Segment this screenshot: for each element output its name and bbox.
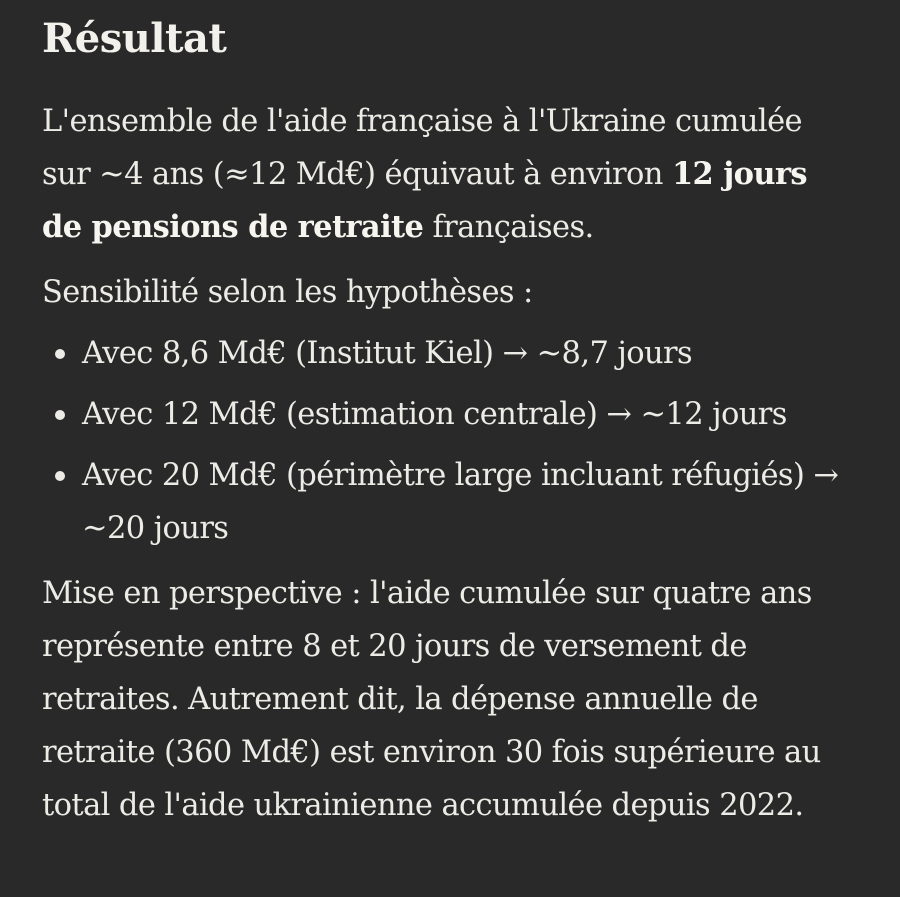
bullet-icon bbox=[55, 471, 65, 481]
intro-paragraph bbox=[42, 95, 856, 254]
list-item bbox=[42, 449, 856, 555]
intro-text-after: françaises. bbox=[423, 210, 594, 245]
perspective-paragraph: Mise en perspective : l'aide cumulée sur quatre ans représente entre 8 et 20 jours de versement de retraites. Autrement dit, la dépense annuelle de retraite (360 Md€) est environ 30 fois supérieure au total de l'aide ukrainienne accumulée depuis 2022. bbox=[42, 576, 821, 823]
intro-text-bold: 12 jours de pensions de retraite bbox=[42, 156, 807, 245]
list-item bbox=[42, 388, 856, 441]
list-item bbox=[42, 327, 856, 380]
scenario-list bbox=[42, 327, 856, 555]
scenario-text: Avec 8,6 Md€ (Institut Kiel) → ~8,7 jours bbox=[82, 336, 693, 371]
bullet-icon bbox=[55, 349, 65, 359]
intro-text-before: L'ensemble de l'aide française à l'Ukraine cumulée sur ~4 ans (≈12 Md€) équivaut à environ bbox=[42, 104, 802, 192]
bullet-icon bbox=[55, 410, 65, 420]
scenario-text: Avec 12 Md€ (estimation centrale) → ~12 jours bbox=[82, 397, 787, 432]
sensitivity-heading: Sensibilité selon les hypothèses : bbox=[42, 275, 533, 310]
scenario-text: Avec 20 Md€ (périmètre large incluant réfugiés) → ~20 jours bbox=[82, 458, 839, 546]
section-title: Résultat bbox=[42, 15, 227, 62]
